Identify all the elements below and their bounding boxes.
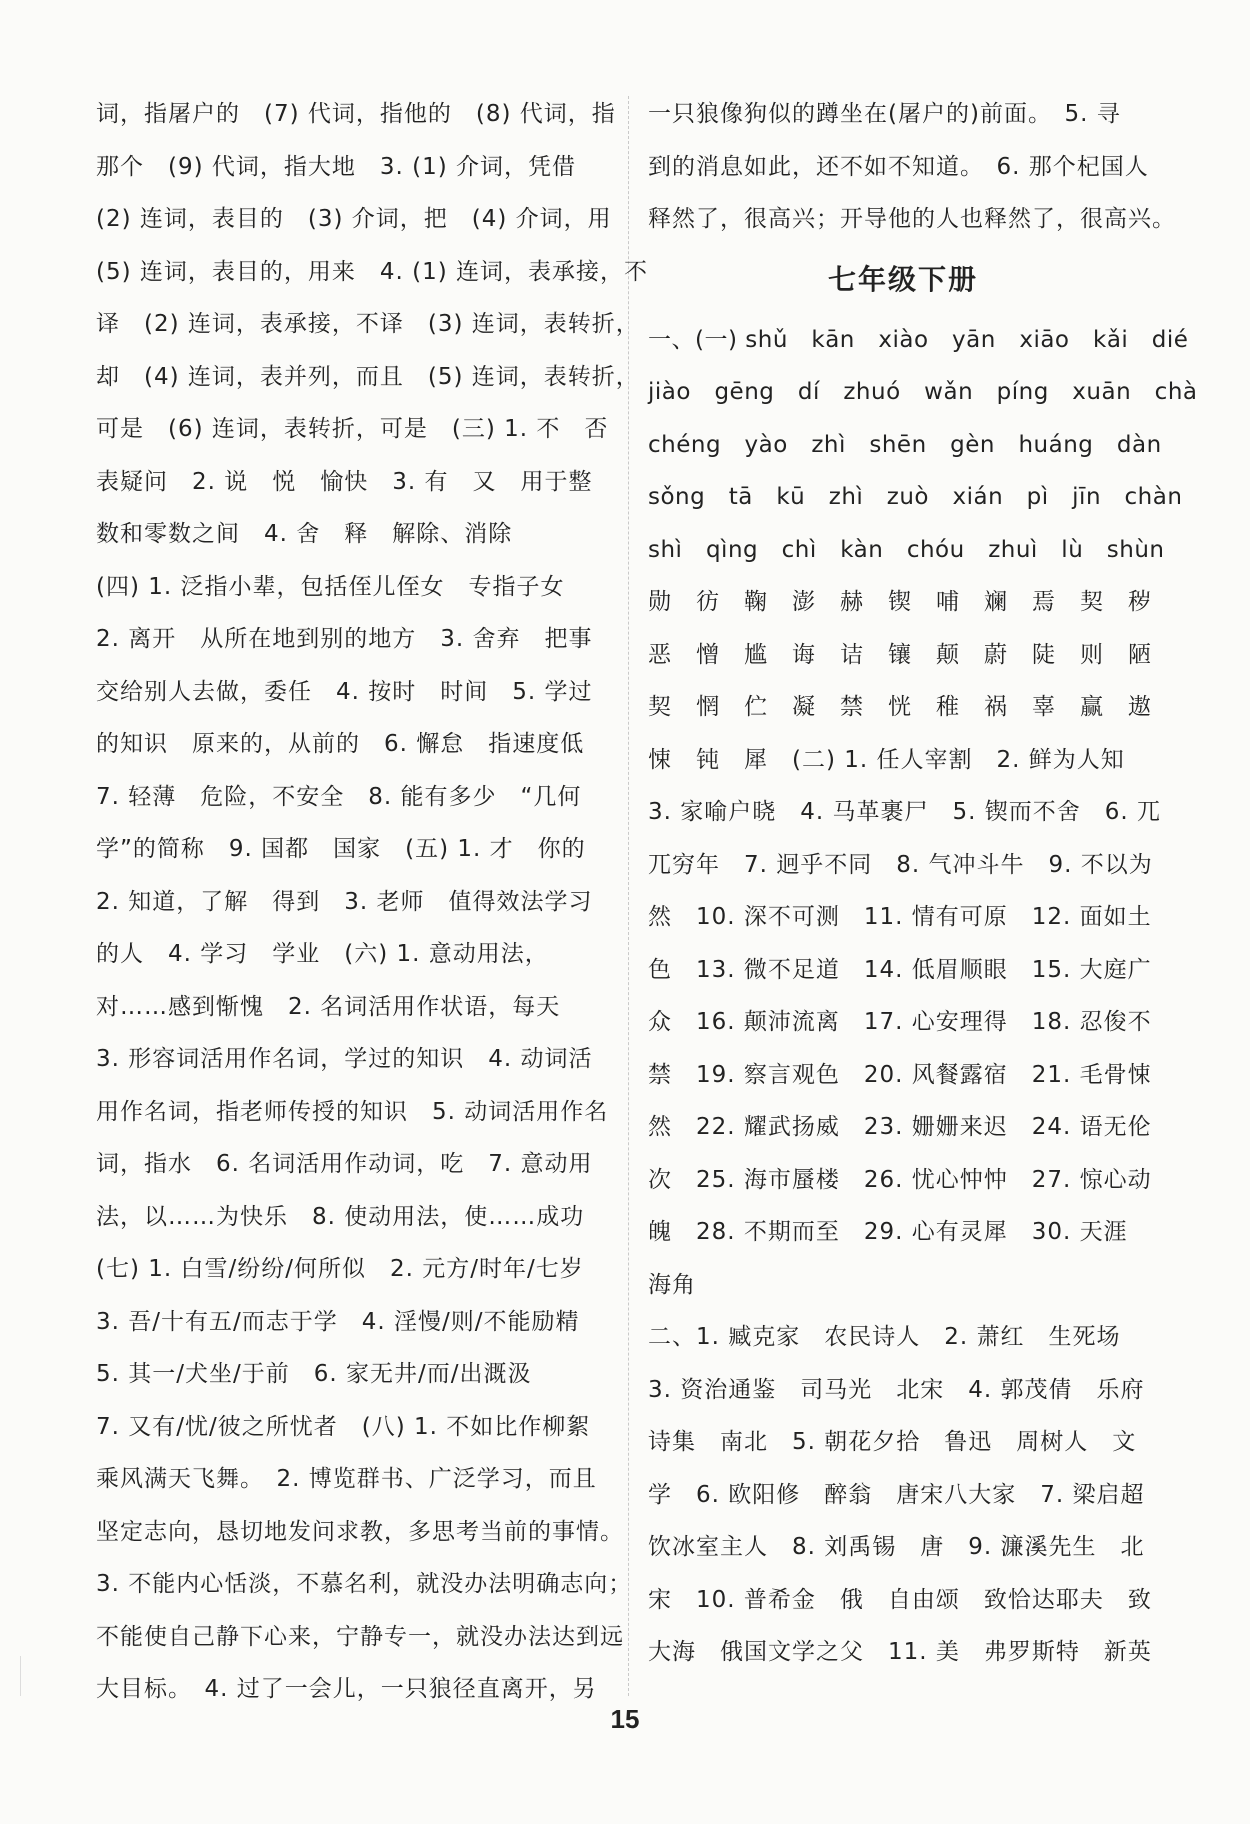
text-line: 交给别人去做，委任 4. 按时 时间 5. 学过 <box>96 678 593 705</box>
text-line: 2. 知道，了解 得到 3. 老师 值得效法学习 <box>96 888 593 915</box>
text-line: 3. 家喻户晓 4. 马革裹尸 5. 锲而不舍 6. 兀 <box>648 799 1162 825</box>
text-line: 数和零数之间 4. 舍 释 解除、消除 <box>96 521 513 547</box>
text-line: 契 惘 伫 凝 禁 恍 稚 祸 辜 赢 遨 <box>648 694 1152 720</box>
text-line: 勋 彷 鞠 澎 赫 锲 哺 斓 焉 契 秽 <box>648 589 1152 615</box>
text-line: 诗集 南北 5. 朝花夕拾 鲁迅 周树人 文 <box>648 1429 1137 1455</box>
text-line: 学 6. 欧阳修 醉翁 唐宋八大家 7. 梁启超 <box>648 1481 1145 1508</box>
text-line: 的知识 原来的，从前的 6. 懈怠 指速度低 <box>96 731 585 757</box>
text-line: 海角 <box>648 1271 696 1298</box>
text-line: 悚 钝 犀 (二) 1. 任人宰割 2. 鲜为人知 <box>648 746 1125 773</box>
text-line: 2. 离开 从所在地到别的地方 3. 舍弃 把事 <box>96 626 593 652</box>
text-line: 3. 资治通鉴 司马光 北宋 4. 郭茂倩 乐府 <box>648 1376 1145 1403</box>
text-line: (七) 1. 白雪/纷纷/何所似 2. 元方/时年/七岁 <box>96 1256 584 1282</box>
text-line: 一只狼像狗似的蹲坐在(屠户的)前面。 5. 寻 <box>648 101 1121 127</box>
text-line: 却 (4) 连词，表并列，而且 (5) 连词，表转折， <box>96 363 640 390</box>
text-line: sǒng tā kū zhì zuò xián pì jīn chàn <box>648 484 1183 510</box>
text-line: 色 13. 微不足道 14. 低眉顺眼 15. 大庭广 <box>648 956 1152 983</box>
text-line: 用作名词，指老师传授的知识 5. 动词活用作名 <box>96 1098 609 1125</box>
text-line: 二、1. 臧克家 农民诗人 2. 萧红 生死场 <box>648 1324 1121 1350</box>
text-line: 大海 俄国文学之父 11. 美 弗罗斯特 新英 <box>648 1639 1152 1665</box>
text-line: jiào gēng dí zhuó wǎn píng xuān chà <box>648 379 1198 405</box>
text-line: 恶 憎 尴 诲 诘 镶 颠 蔚 陡 则 陋 <box>648 641 1152 668</box>
text-line: 词，指水 6. 名词活用作动词，吃 7. 意动用 <box>96 1151 593 1177</box>
text-line: 7. 轻薄 危险，不安全 8. 能有多少 “几何 <box>96 783 582 810</box>
text-line: (5) 连词，表目的，用来 4. (1) 连词，表承接，不 <box>96 258 649 285</box>
text-line: 不能使自己静下心来，宁静专一，就没办法达到远 <box>96 1623 624 1650</box>
text-line: 5. 其一/犬坐/于前 6. 家无井/而/出溉汲 <box>96 1361 532 1387</box>
text-line: 然 22. 耀武扬威 23. 姗姗来迟 24. 语无伦 <box>648 1114 1152 1140</box>
text-line: 一、(一) shǔ kān xiào yān xiāo kǎi dié <box>648 326 1189 353</box>
text-line: 学”的简称 9. 国都 国家 (五) 1. 才 你的 <box>96 836 586 862</box>
margin-mark <box>20 1656 21 1696</box>
text-line: 表疑问 2. 说 悦 愉快 3. 有 又 用于整 <box>96 468 593 495</box>
text-line: 次 25. 海市蜃楼 26. 忧心忡忡 27. 惊心动 <box>648 1166 1152 1193</box>
text-line: 法，以……为快乐 8. 使动用法，使……成功 <box>96 1203 585 1230</box>
text-line: 众 16. 颠沛流离 17. 心安理得 18. 忍俊不 <box>648 1009 1152 1035</box>
text-line: 对……感到惭愧 2. 名词活用作状语，每天 <box>96 993 561 1020</box>
section-title: 七年级下册 <box>827 262 978 296</box>
text-line: 3. 吾/十有五/而志于学 4. 淫慢/则/不能励精 <box>96 1308 580 1335</box>
text-line: 3. 形容词活用作名词，学过的知识 4. 动词活 <box>96 1046 593 1072</box>
text-line: 到的消息如此，还不如不知道。 6. 那个杞国人 <box>648 153 1149 180</box>
text-line: 乘风满天飞舞。 2. 博览群书、广泛学习，而且 <box>96 1466 597 1492</box>
text-line: 宋 10. 普希金 俄 自由颂 致恰达耶夫 致 <box>648 1586 1152 1613</box>
text-line: 禁 19. 察言观色 20. 风餐露宿 21. 毛骨悚 <box>648 1061 1152 1088</box>
text-line: chéng yào zhì shēn gèn huáng dàn <box>648 431 1162 458</box>
page-number: 15 <box>610 1704 640 1734</box>
text-line: 那个 (9) 代词，指大地 3. (1) 介词，凭借 <box>96 153 577 180</box>
text-line: 饮冰室主人 8. 刘禹锡 唐 9. 濂溪先生 北 <box>648 1534 1145 1560</box>
text-line: 词，指屠户的 (7) 代词，指他的 (8) 代词，指 <box>96 101 616 127</box>
text-line: 大目标。 4. 过了一会儿，一只狼径直离开，另 <box>96 1676 597 1702</box>
text-line: 译 (2) 连词，表承接，不译 (3) 连词，表转折， <box>96 311 640 337</box>
text-line: (2) 连词，表目的 (3) 介词，把 (4) 介词，用 <box>96 206 612 232</box>
text-line: shì qìng chì kàn chóu zhuì lù shùn <box>648 536 1165 563</box>
text-line: 7. 又有/忧/彼之所忧者 (八) 1. 不如比作柳絮 <box>96 1413 591 1440</box>
text-line: 兀穷年 7. 迥乎不同 8. 气冲斗牛 9. 不以为 <box>648 851 1153 878</box>
text-line: 魄 28. 不期而至 29. 心有灵犀 30. 天涯 <box>648 1219 1128 1245</box>
text-line: (四) 1. 泛指小辈，包括侄儿侄女 专指子女 <box>96 573 565 600</box>
left-column <box>96 88 649 1716</box>
text-line: 然 10. 深不可测 11. 情有可原 12. 面如土 <box>648 904 1152 930</box>
text-line: 释然了，很高兴；开导他的人也释然了，很高兴。 <box>648 206 1176 232</box>
right-column <box>648 88 1198 1679</box>
text-line: 坚定志向，恳切地发问求教，多思考当前的事情。 <box>96 1518 624 1545</box>
text-line: 3. 不能内心恬淡，不慕名利，就没办法明确志向； <box>96 1571 633 1597</box>
text-line: 的人 4. 学习 学业 (六) 1. 意动用法， <box>96 941 549 967</box>
text-line: 可是 (6) 连词，表转折，可是 (三) 1. 不 否 <box>96 416 609 442</box>
